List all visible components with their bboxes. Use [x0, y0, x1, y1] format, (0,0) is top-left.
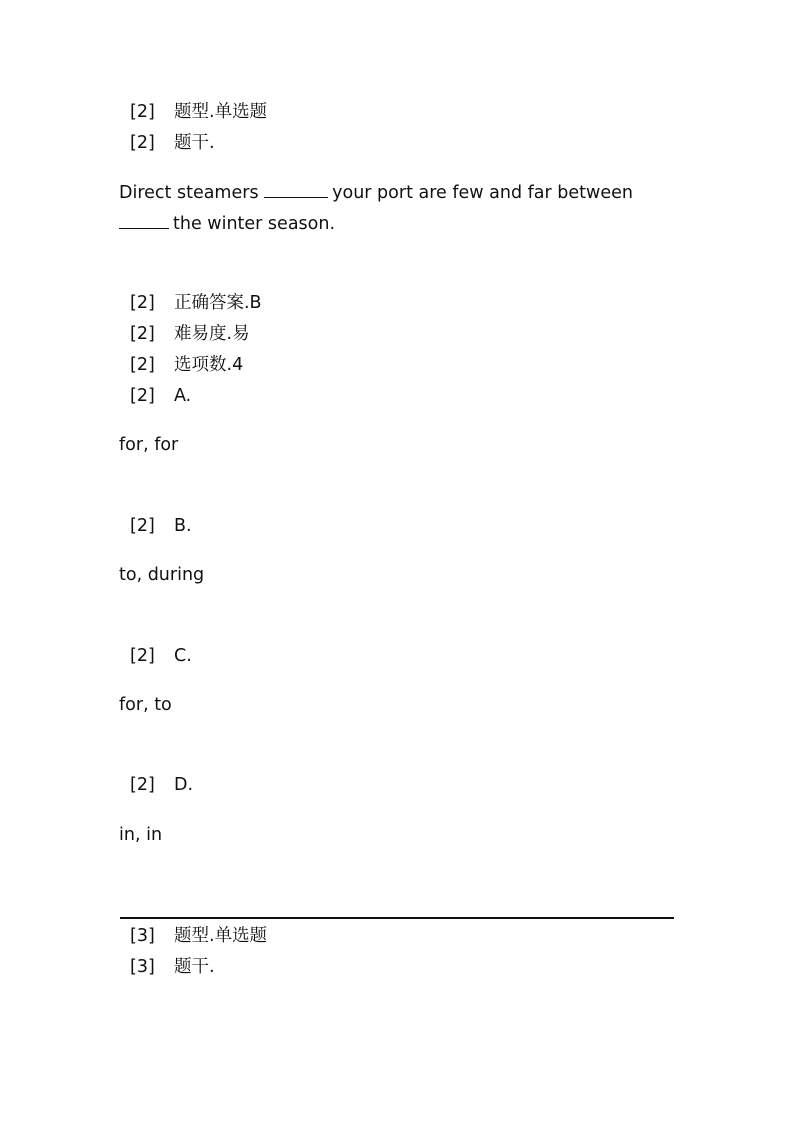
q2-option-d-tag: [2] [130, 775, 155, 795]
q2-option-b-header [130, 515, 192, 537]
q2-option-c-header [130, 645, 192, 667]
q2-option-a-letter: A. [174, 386, 192, 406]
q2-type-tag: [2] [130, 102, 155, 122]
q2-type-line [130, 101, 267, 123]
q2-count-label: 选项数.4 [174, 355, 244, 375]
question-separator [120, 917, 674, 919]
q2-difficulty-line [130, 323, 250, 345]
q2-stem-part3: the winter season. [173, 214, 336, 234]
q3-stem-tag: [3] [130, 957, 155, 977]
q2-option-b-letter: B. [174, 516, 192, 536]
q3-type-line [130, 925, 267, 947]
q2-option-d-header [130, 774, 193, 796]
q2-count-tag: [2] [130, 355, 155, 375]
q2-stem-part2: your port are few and far between [332, 183, 633, 203]
q2-stem-line [130, 132, 215, 154]
q2-option-b-tag: [2] [130, 516, 155, 536]
q2-stem-text-line1 [119, 181, 633, 204]
q2-blank-1 [264, 181, 328, 198]
q2-difficulty-label: 难易度.易 [174, 324, 250, 344]
q2-stem-text-line2 [119, 212, 335, 235]
q3-stem-line [130, 956, 215, 978]
q2-blank-2 [119, 212, 169, 229]
q2-option-d-letter: D. [174, 775, 194, 795]
q2-option-a-tag: [2] [130, 386, 155, 406]
q3-stem-label: 题干. [174, 957, 215, 977]
q2-answer-tag: [2] [130, 293, 155, 313]
q2-stem-label: 题干. [174, 133, 215, 153]
q2-option-a-text: for, for [119, 435, 179, 455]
q3-type-label: 题型.单选题 [174, 926, 268, 946]
q2-option-d-text: in, in [119, 825, 163, 845]
q2-option-c-text: for, to [119, 695, 172, 715]
q2-option-c-letter: C. [174, 646, 192, 666]
q2-stem-tag: [2] [130, 133, 155, 153]
q3-type-tag: [3] [130, 926, 155, 946]
q2-type-label: 题型.单选题 [174, 102, 268, 122]
q2-answer-line [130, 292, 262, 314]
q2-answer-label: 正确答案.B [174, 293, 262, 313]
q2-option-b-text: to, during [119, 565, 205, 585]
q2-count-line [130, 354, 243, 376]
q2-option-a-header [130, 385, 191, 407]
q2-option-c-tag: [2] [130, 646, 155, 666]
q2-stem-part1: Direct steamers [119, 183, 259, 203]
q2-difficulty-tag: [2] [130, 324, 155, 344]
